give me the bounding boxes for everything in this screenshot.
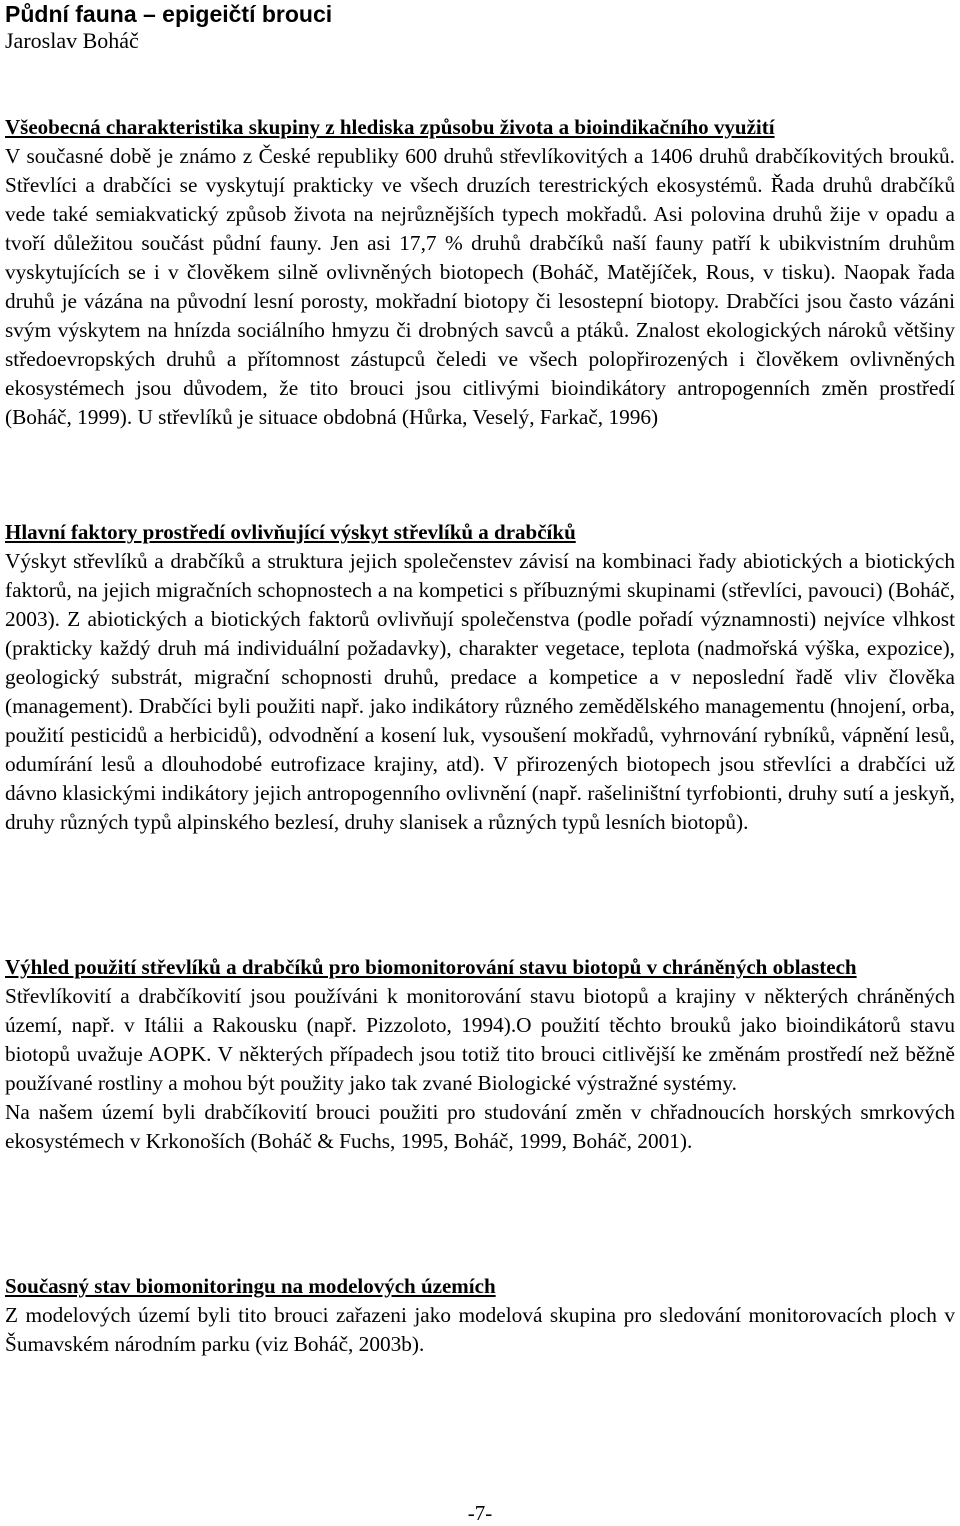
page-number: -7- xyxy=(467,1501,493,1525)
section-heading: Hlavní faktory prostředí ovlivňující výskyt střevlíků a drabčíků xyxy=(5,520,576,544)
section-paragraph: Střevlíkovití a drabčíkovití jsou používáni k monitorování stavu biotopů a krajiny v některých chráněných území, např. v Itálii a Rakousku (např. Pizzoloto, 1994).O použití těchto brouků jako bioindikátorů stavu biotopů uvažuje AOPK. V některých případech jsou totiž tito brouci citlivější ke změnám prostředí než běžně používané rostliny a mohou být použity jako tak zvané Biologické výstražné systémy. xyxy=(5,984,955,1095)
section-paragraph: V současné době je známo z České republiky 600 druhů střevlíkovitých a 1406 druhů drabčíkovitých brouků. Střevlíci a drabčíci se vyskytují prakticky ve všech druzích terestrických ekosystémů. Řada druhů drabčíků vede také semiakvatický způsob života na nejrůznějších typech mokřadů. Asi polovina druhů žije v opadu a tvoří důležitou součást půdní fauny. Jen asi 17,7 % druhů drabčíků naší fauny patří k ubikvistním druhům vyskytujících se i v člověkem silně ovlivněných biotopech (Boháč, Matějíček, Rous, v tisku). Naopak řada druhů je vázána na původní lesní porosty, mokřadní biotopy či lesostepní biotopy. Drabčíci jsou často vázáni svým výskytem na hnízda sociálního hmyzu či drobných savců a ptáků. Znalost ekologických nároků většiny středoevropských druhů a přítomnost zástupců čeledi ve všech polopřirozených i člověkem ovlivněných ekosystémech jsou důvodem, že tito brouci jsou citlivými bioindikátory antropogenních změn prostředí (Boháč, 1999). U střevlíků je situace obdobná (Hůrka, Veselý, Farkač, 1996) xyxy=(5,144,955,429)
section-heading: Současný stav biomonitoringu na modelových územích xyxy=(5,1274,496,1298)
document-author: Jaroslav Boháč xyxy=(5,28,139,53)
section-paragraph: Výskyt střevlíků a drabčíků a struktura jejich společenstev závisí na kombinaci řady abiotických a biotických faktorů, na jejich migračních schopnostech a na kompetici s příbuznými skupinami (střevlíci, pavouci) (Boháč, 2003). Z abiotických a biotických faktorů ovlivňují společenstva (podle pořadí významnosti) nejvíce vlhkost (prakticky každý druh má individuální požadavky), charakter vegetace, teplota (nadmořská výška, expozice), geologický substrát, migrační schopnosti druhů, predace a kompetice a v neposlední řadě vliv člověka (management). Drabčíci byli použiti např. jako indikátory různého zemědělského managementu (hnojení, orba, použití pesticidů a herbicidů), odvodnění a kosení luk, vysoušení mokřadů, vyhrnování rybníků, vápnění lesů, odumírání lesů a dlouhodobé eutrofizace krajiny, atd). V přirozených biotopech jsou střevlíci a drabčíci už dávno klasickými indikátory jejich antropogenního ovlivnění (např. rašeliništní tyrfobionti, druhy sutí a jeskyň, druhy různých typů alpinského bezlesí, druhy slanisek a různých typů lesních biotopů). xyxy=(5,549,955,834)
section-paragraph: Na našem území byli drabčíkovití brouci použiti pro studování změn v chřadnoucích horských smrkových ekosystémech v Krkonoších (Boháč & Fuchs, 1995, Boháč, 1999, Boháč, 2001). xyxy=(5,1100,955,1153)
section-paragraph: Z modelových území byli tito brouci zařazeni jako modelová skupina pro sledování monitorovacích ploch v Šumavském národním parku (viz Boháč, 2003b). xyxy=(5,1303,955,1356)
document-title: Půdní fauna – epigeičtí brouci xyxy=(5,1,333,27)
section-environmental-factors xyxy=(5,518,955,837)
section-biomonitoring-outlook xyxy=(5,953,955,1156)
section-current-biomonitoring xyxy=(5,1272,955,1359)
section-general-characteristics xyxy=(5,113,955,432)
section-heading: Všeobecná charakteristika skupiny z hlediska způsobu života a bioindikačního využití xyxy=(5,115,775,139)
section-heading: Výhled použití střevlíků a drabčíků pro biomonitorování stavu biotopů v chráněných oblastech xyxy=(5,955,857,979)
